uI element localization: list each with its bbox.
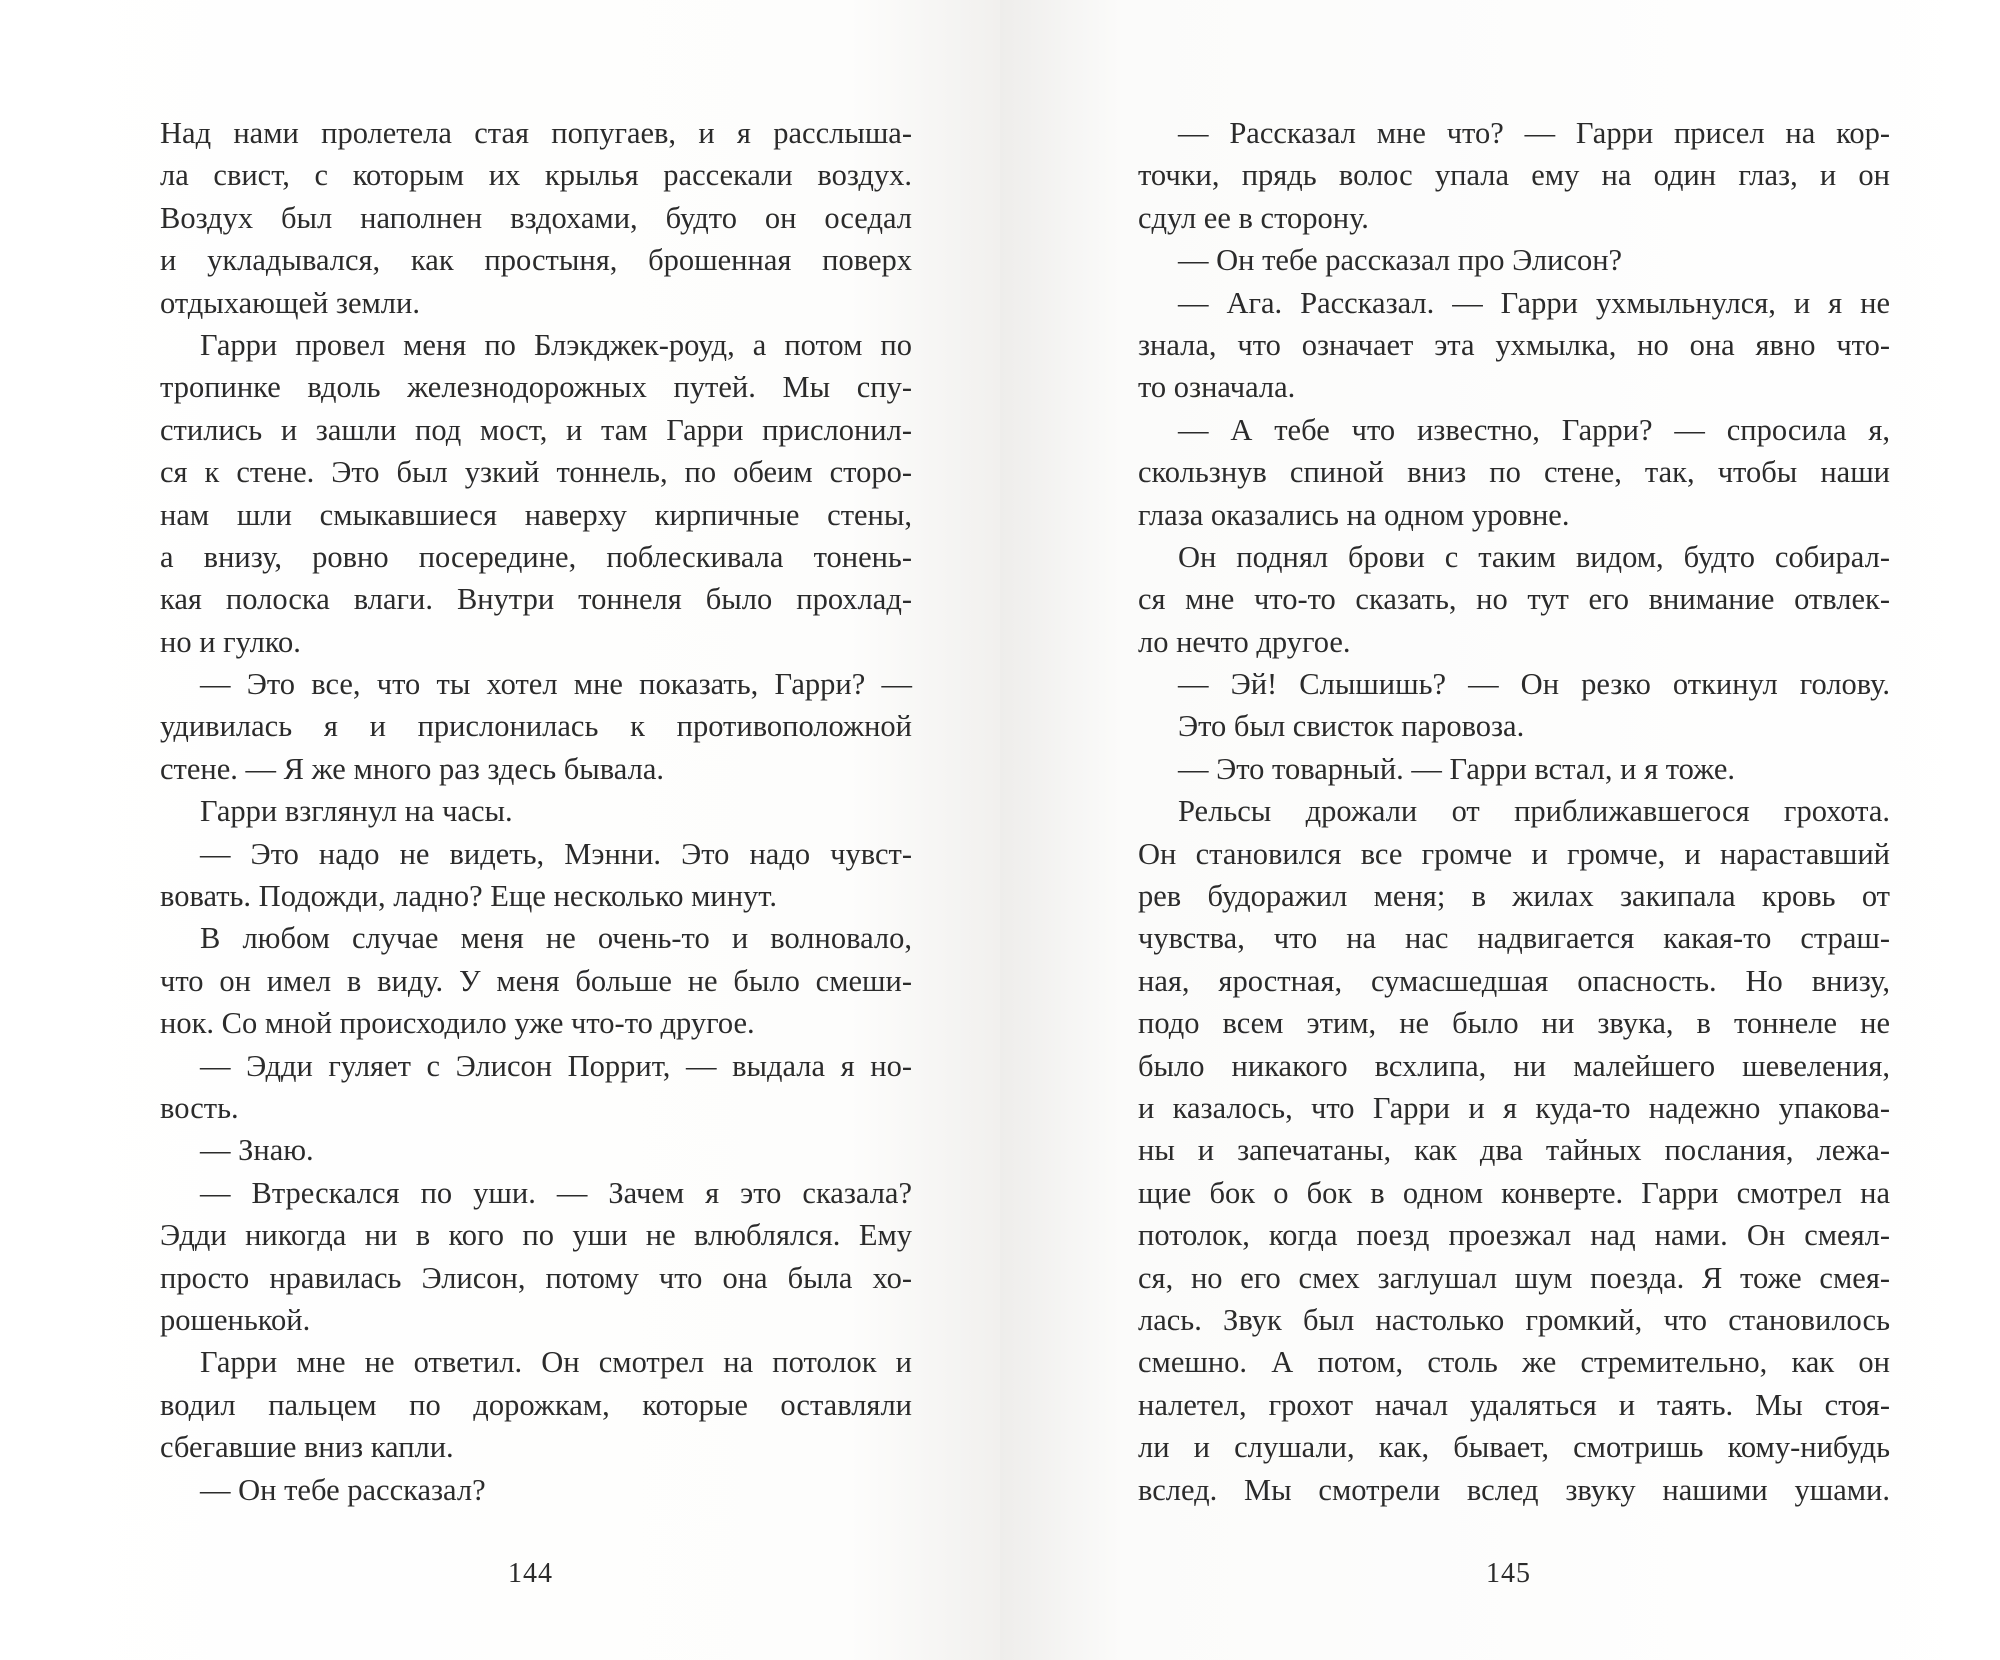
page-number: 144: [508, 1558, 553, 1589]
text-line: ся к стене. Это был узкий тоннель, по обеим сторо-: [160, 455, 912, 490]
page-number: 145: [1486, 1558, 1531, 1589]
text-line: Он становился все громче и громче, и нараставший: [1138, 836, 1890, 871]
text-line: водил пальцем по дорожкам, которые оставляли: [160, 1387, 912, 1422]
text-line: нам шли смыкавшиеся наверху кирпичные стены,: [160, 497, 912, 532]
text-line: но и гулко.: [160, 624, 301, 659]
text-line: Воздух был наполнен вздохами, будто он оседал: [160, 200, 912, 235]
text-line: Эдди никогда ни в кого по уши не влюблялся. Ему: [160, 1218, 912, 1253]
text-line: рев будоражил меня; в жилах закипала кровь от: [1138, 879, 1890, 914]
text-line: рошенькой.: [160, 1302, 311, 1337]
text-line: — Ага. Рассказал. — Гарри ухмыльнулся, и я не: [1178, 285, 1890, 320]
text-line: лась. Звук был настолько громкий, что становилось: [1138, 1302, 1890, 1337]
text-line: Гарри мне не ответил. Он смотрел на потолок и: [200, 1345, 912, 1380]
text-line: ся мне что-то сказать, но тут его внимание отвлек-: [1138, 582, 1890, 617]
text-line: — Это товарный. — Гарри встал, и я тоже.: [1178, 751, 1735, 786]
text-line: кая полоска влаги. Внутри тоннеля было прохлад-: [160, 582, 912, 617]
text-line: что он имел в виду. У меня больше не было смеши-: [160, 963, 912, 998]
text-line: Он поднял брови с таким видом, будто собирал-: [1178, 539, 1890, 574]
text-line: просто нравилась Элисон, потому что она была хо-: [160, 1260, 912, 1295]
text-line: было никакого всхлипа, ни малейшего шевеления,: [1138, 1048, 1890, 1083]
text-line: и укладывался, как простыня, брошенная поверх: [160, 243, 912, 278]
text-line: подо всем этим, не было ни звука, в тоннеле не: [1138, 1006, 1890, 1041]
text-line: тропинке вдоль железнодорожных путей. Мы спу-: [160, 370, 912, 405]
text-line: Над нами пролетела стая попугаев, и я расслыша-: [160, 116, 912, 150]
text-line: ны и запечатаны, как два тайных послания, лежа-: [1138, 1133, 1890, 1168]
text-line: — Рассказал мне что? — Гарри присел на кор-: [1178, 116, 1890, 150]
right-page-text: [1138, 112, 1890, 1511]
text-line: вслед. Мы смотрели вслед звуку нашими ушами.: [1138, 1472, 1890, 1507]
text-line: ли и слушали, как, бывает, смотришь кому-нибудь: [1138, 1430, 1890, 1465]
text-line: потолок, когда поезд проезжал над нами. Он смеял-: [1138, 1218, 1890, 1253]
text-line: — А тебе что известно, Гарри? — спросила я,: [1178, 412, 1890, 447]
left-page-text: [160, 112, 912, 1511]
text-line: Рельсы дрожали от приближавшегося грохота.: [1178, 794, 1890, 829]
text-line: Гарри взглянул на часы.: [200, 794, 513, 829]
text-line: — Это все, что ты хотел мне показать, Гарри? —: [200, 667, 912, 702]
text-line: ная, яростная, сумасшедшая опасность. Но внизу,: [1138, 963, 1890, 998]
text-line: точки, прядь волос упала ему на один глаз, и он: [1138, 158, 1890, 193]
text-line: сбегавшие вниз капли.: [160, 1430, 454, 1465]
text-line: стене. — Я же много раз здесь бывала.: [160, 751, 664, 786]
text-line: ся, но его смех заглушал шум поезда. Я тоже смея-: [1138, 1260, 1890, 1295]
text-line: ла свист, с которым их крылья рассекали воздух.: [160, 158, 912, 193]
text-line: — Он тебе рассказал про Элисон?: [1178, 243, 1623, 278]
text-line: Гарри провел меня по Блэкджек-роуд, а потом по: [200, 327, 912, 362]
text-line: — Эй! Слышишь? — Он резко откинул голову.: [1178, 667, 1890, 702]
text-line: стились и зашли под мост, и там Гарри прислонил-: [160, 412, 912, 447]
text-line: смешно. А потом, столь же стремительно, как он: [1138, 1345, 1890, 1380]
text-line: сдул ее в сторону.: [1138, 200, 1369, 235]
text-line: знала, что означает эта ухмылка, но она явно что-: [1138, 327, 1890, 362]
text-line: Это был свисток паровоза.: [1178, 709, 1525, 744]
text-line: и казалось, что Гарри и я куда-то надежно упакова-: [1138, 1090, 1890, 1125]
text-line: налетел, грохот начал удаляться и таять. Мы стоя-: [1138, 1387, 1890, 1422]
text-line: нок. Со мной происходило уже что-то другое.: [160, 1006, 755, 1041]
text-line: ло нечто другое.: [1138, 624, 1351, 659]
right-page: [1000, 0, 2000, 1660]
text-line: — Он тебе рассказал?: [200, 1472, 486, 1507]
text-line: а внизу, ровно посередине, поблескивала тонень-: [160, 539, 912, 574]
text-line: чувства, что на нас надвигается какая-то страш-: [1138, 921, 1890, 956]
text-line: то означала.: [1138, 370, 1296, 405]
text-line: — Знаю.: [200, 1133, 314, 1168]
text-line: вовать. Подожди, ладно? Еще несколько минут.: [160, 879, 777, 914]
text-line: вость.: [160, 1090, 239, 1125]
text-line: — Это надо не видеть, Мэнни. Это надо чувст-: [200, 836, 912, 871]
text-line: скользнув спиной вниз по стене, так, чтобы наши: [1138, 455, 1890, 490]
text-line: В любом случае меня не очень-то и волновало,: [200, 921, 912, 956]
text-line: отдыхающей земли.: [160, 285, 420, 320]
text-line: щие бок о бок в одном конверте. Гарри смотрел на: [1138, 1175, 1890, 1210]
text-line: — Эдди гуляет с Элисон Поррит, — выдала я но-: [200, 1048, 912, 1083]
text-line: глаза оказались на одном уровне.: [1138, 497, 1570, 532]
text-line: удивилась я и прислонилась к противоположной: [160, 709, 912, 744]
text-line: — Втрескался по уши. — Зачем я это сказала?: [200, 1175, 912, 1210]
